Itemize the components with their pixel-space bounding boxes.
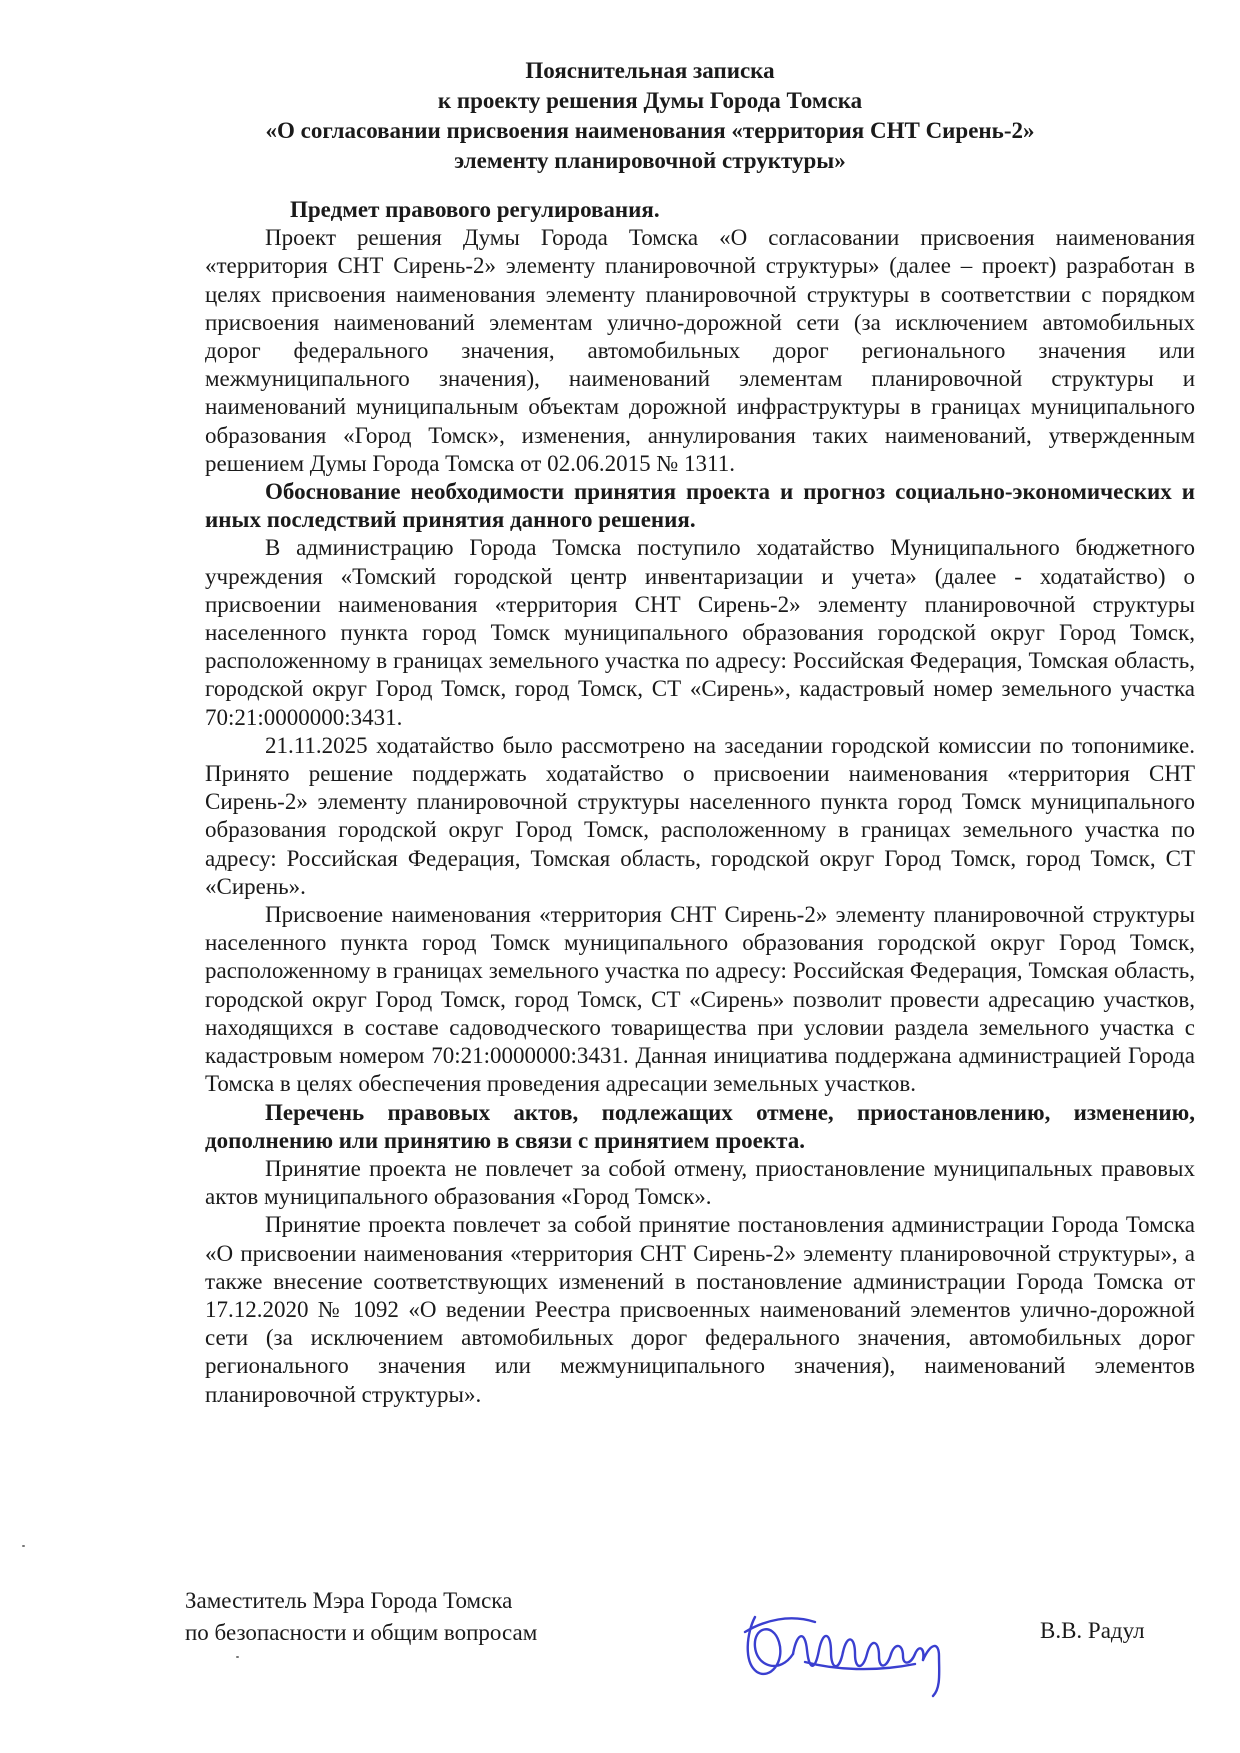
signatory-name: В.В. Радул	[1040, 1618, 1145, 1643]
title-line-1: Пояснительная записка	[525, 58, 775, 83]
rationale-paragraph-2: 21.11.2025 ходатайство было рассмотрено на заседании городской комиссии по топонимике. Принято решение поддержать ходатайство о присвоении наименования «территория СНТ Сирень-2» элементу планировочной структуры населенного пункта город Томск муниципального образования городской округ Город Томск, расположенному в границах земельного участка по адресу: Российская Федерация, Томская область, городской округ Город Томск, город Томск, СТ «Сирень».	[205, 732, 1195, 899]
subject-heading: Предмет правового регулирования.	[290, 197, 660, 222]
acts-paragraph-2: Принятие проекта повлечет за собой принятие постановления администрации Города Томска «О присвоении наименования «территория СНТ Сирень-2» элементу планировочной структуры», а также внесение соответствующих изменений в постановление администрации Города Томска от 17.12.2020 № 1092 «О ведении Реестра присвоенных наименований элементов улично-дорожной сети (за исключением автомобильных дорог федерального значения, автомобильных дорог регионального значения или межмуниципального значения), наименований элементов планировочной структуры».	[205, 1212, 1195, 1407]
document-title	[190, 56, 1110, 176]
rationale-paragraph-3: Присвоение наименования «территория СНТ Сирень-2» элементу планировочной структуры населенного пункта город Томск муниципального образования городской округ Город Томск, расположенному в границах земельного участка по адресу: Российская Федерация, Томская область, городской округ Город Томск, город Томск, СТ «Сирень» позволит провести адресацию участков, находящихся в составе садоводческого товарищества при условии раздела земельного участка с кадастровым номером 70:21:0000000:3431. Данная инициатива поддержана администрацией Города Томска в целях обеспечения проведения адресации земельных участков.	[205, 902, 1195, 1097]
signatory-position-line-1: Заместитель Мэра Города Томска	[185, 1588, 513, 1613]
rationale-paragraph-1: В администрацию Города Томска поступило ходатайство Муниципального бюджетного учреждения «Томский городской центр инвентаризации и учета» (далее - ходатайство) о присвоении наименования «территория СНТ Сирень-2» элементу планировочной структуры населенного пункта город Томск муниципального образования городской округ Город Томск, расположенному в границах земельного участка по адресу: Российская Федерация, Томская область, городской округ Город Томск, город Томск, СТ «Сирень», кадастровый номер земельного участка 70:21:0000000:3431.	[205, 535, 1195, 730]
signatory-position-line-2: по безопасности и общим вопросам	[185, 1620, 538, 1645]
scan-speck	[22, 1545, 25, 1547]
title-line-4: элементу планировочной структуры»	[454, 148, 846, 173]
acts-heading: Перечень правовых актов, подлежащих отмене, приостановлению, изменению, дополнению или принятию в связи с принятием проекта.	[205, 1099, 1195, 1153]
subject-paragraph: Проект решения Думы Города Томска «О согласовании присвоения наименования «территория СНТ Сирень-2» элементу планировочной структуры» (далее – проект) разработан в целях присвоения наименования элементу планировочной структуры в соответствии с порядком присвоения наименований элементам улично-дорожной сети (за исключением автомобильных дорог федерального значения, автомобильных дорог регионального значения или межмуниципального значения), наименований элементам планировочной структуры и наименований муниципальным объектам дорожной инфраструктуры в границах муниципального образования «Город Томск», изменения, аннулирования таких наименований, утвержденным решением Думы Города Томска от 02.06.2015 № 1311.	[205, 225, 1195, 476]
signatory-position	[185, 1585, 537, 1649]
title-line-3: «О согласовании присвоения наименования «территория СНТ Сирень-2»	[265, 118, 1035, 143]
rationale-heading: Обоснование необходимости принятия проекта и прогноз социально-экономических и иных последствий принятия данного решения.	[205, 479, 1195, 533]
scan-speck	[236, 1656, 239, 1658]
title-line-2: к проекту решения Думы Города Томска	[437, 88, 863, 113]
handwritten-signature	[735, 1592, 970, 1702]
document-body	[205, 196, 1195, 1409]
acts-paragraph-1: Принятие проекта не повлечет за собой отмену, приостановление муниципальных правовых актов муниципального образования «Город Томск».	[205, 1155, 1195, 1210]
